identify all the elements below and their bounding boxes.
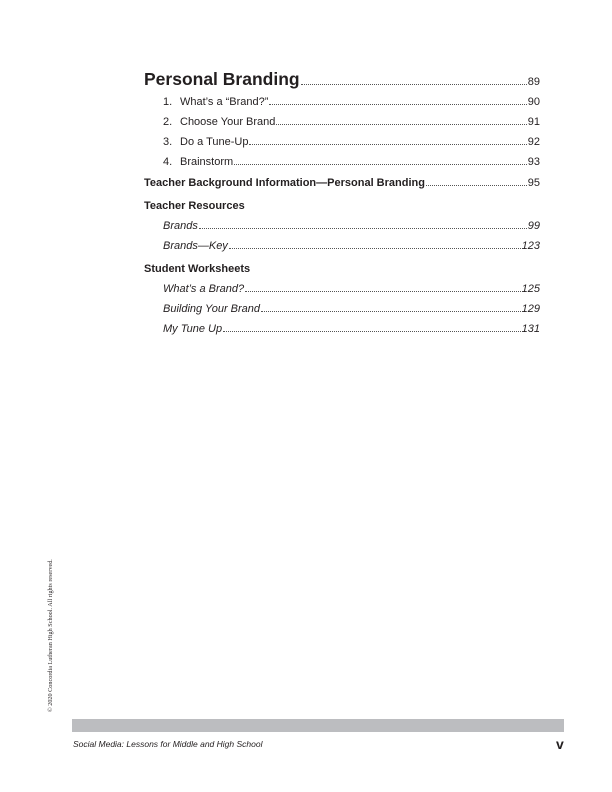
worksheet-title: My Tune Up bbox=[163, 323, 223, 335]
toc-worksheet-row[interactable] bbox=[163, 322, 540, 336]
section-title: Personal Branding bbox=[144, 69, 300, 89]
lesson-title: Choose Your Brand bbox=[180, 116, 276, 128]
toc-background-row[interactable] bbox=[144, 176, 540, 190]
dot-leader bbox=[276, 124, 526, 125]
resource-title: Brands—Key bbox=[163, 240, 228, 252]
copyright-notice: © 2020 Concordia Lutheran High School. All rights reserved. bbox=[47, 559, 54, 712]
background-title: Teacher Background Information—Personal Branding bbox=[144, 177, 425, 189]
toc-resource-row[interactable] bbox=[163, 219, 540, 233]
lesson-page: 93 bbox=[527, 156, 540, 168]
dot-leader bbox=[261, 311, 521, 312]
lesson-page: 91 bbox=[527, 116, 540, 128]
toc-worksheet-row[interactable] bbox=[163, 302, 540, 316]
footer-bar bbox=[72, 719, 564, 732]
student-worksheets-heading: Student Worksheets bbox=[144, 263, 251, 275]
worksheet-title: Building Your Brand bbox=[163, 303, 261, 315]
dot-leader bbox=[301, 84, 527, 85]
dot-leader bbox=[245, 291, 521, 292]
lesson-number: 4. bbox=[163, 156, 173, 168]
toc-worksheet-row[interactable] bbox=[163, 282, 540, 296]
lesson-title: Brainstorm bbox=[180, 156, 234, 168]
toc-lesson-row[interactable] bbox=[163, 135, 540, 149]
dot-leader bbox=[426, 185, 527, 186]
dot-leader bbox=[234, 164, 527, 165]
dot-leader bbox=[269, 104, 526, 105]
background-page: 95 bbox=[527, 177, 540, 189]
toc-lesson-row[interactable] bbox=[163, 95, 540, 109]
lesson-title: What’s a “Brand?” bbox=[180, 96, 269, 108]
teacher-resources-heading: Teacher Resources bbox=[144, 200, 245, 212]
section-page: 89 bbox=[527, 76, 540, 88]
toc-lesson-row[interactable] bbox=[163, 155, 540, 169]
lesson-number: 3. bbox=[163, 136, 173, 148]
lesson-number: 1. bbox=[163, 96, 173, 108]
resource-title: Brands bbox=[163, 220, 198, 232]
dot-leader bbox=[199, 228, 527, 229]
lesson-page: 92 bbox=[527, 136, 540, 148]
lesson-title: Do a Tune-Up bbox=[180, 136, 249, 148]
page-number: v bbox=[556, 736, 564, 752]
toc-section-title-row[interactable] bbox=[144, 68, 540, 93]
dot-leader bbox=[229, 248, 521, 249]
toc-resource-row[interactable] bbox=[163, 239, 540, 253]
worksheet-page: 125 bbox=[521, 283, 540, 295]
dot-leader bbox=[223, 331, 521, 332]
resource-page: 99 bbox=[527, 220, 540, 232]
footer-book-title: Social Media: Lessons for Middle and High School bbox=[73, 739, 263, 749]
resource-page: 123 bbox=[521, 240, 540, 252]
worksheet-page: 129 bbox=[521, 303, 540, 315]
toc-lesson-row[interactable] bbox=[163, 115, 540, 129]
lesson-page: 90 bbox=[527, 96, 540, 108]
worksheet-title: What’s a Brand? bbox=[163, 283, 245, 295]
lesson-number: 2. bbox=[163, 116, 173, 128]
worksheet-page: 131 bbox=[521, 323, 540, 335]
dot-leader bbox=[249, 144, 526, 145]
